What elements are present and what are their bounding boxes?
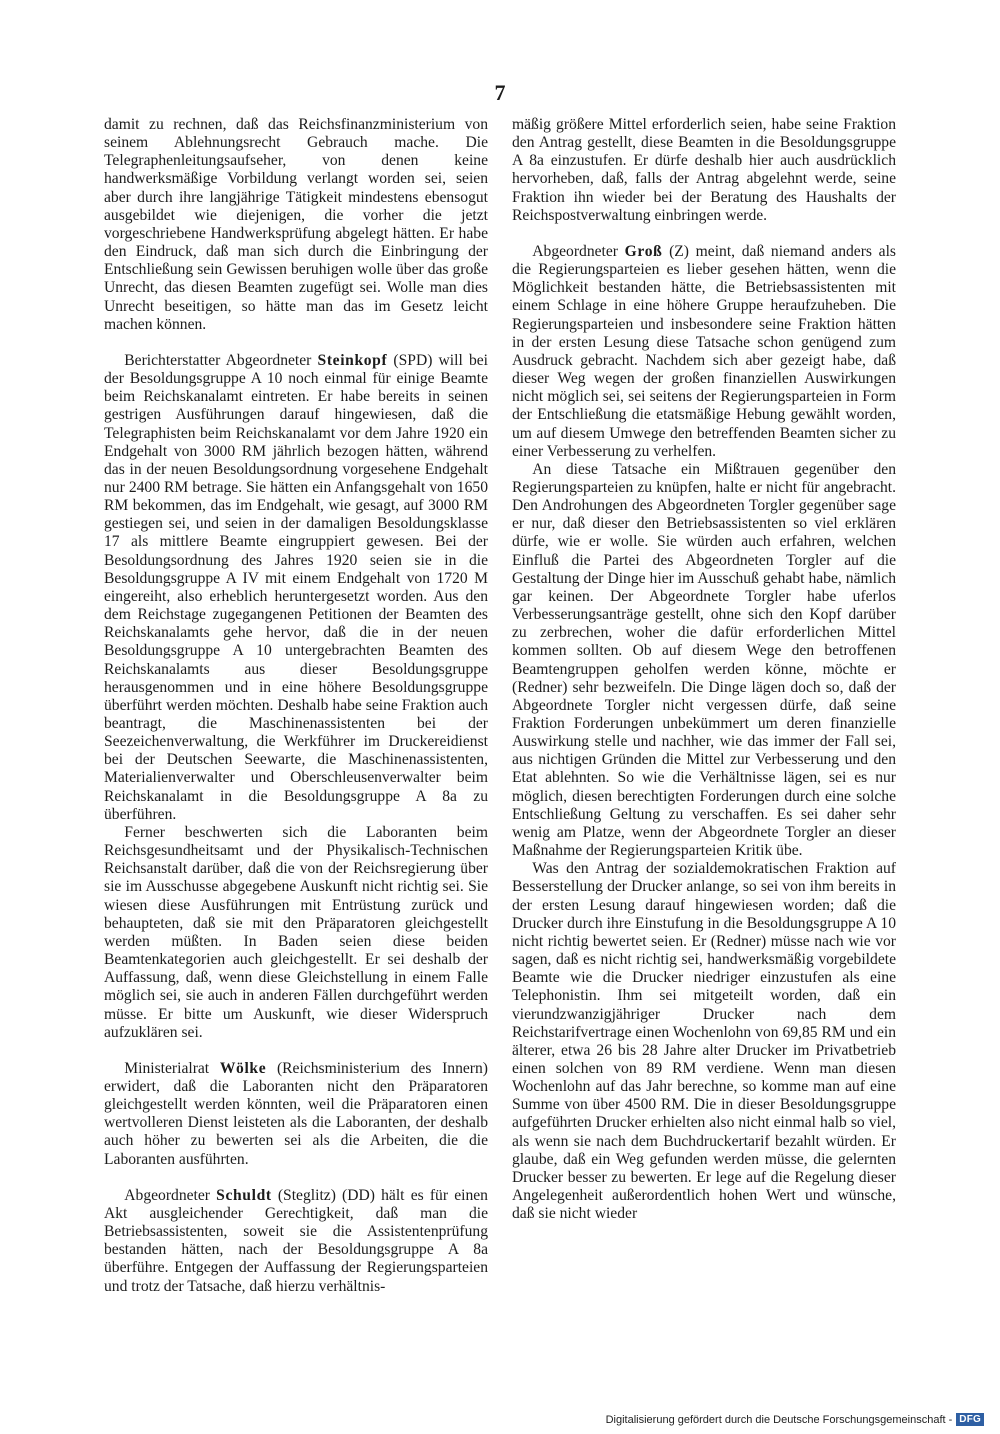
speaker-name: Schuldt xyxy=(216,1186,272,1204)
paragraph-text: (Steglitz) (DD) hält es für einen Akt ausgleichender Gerechtigkeit, daß man die Betriebsassistenten, soweit sie die Assistentenprüfung bestanden hätten, nach der Besoldungsgruppe A 8a überführe. Entgegen der Auffassung der Regierungsparteien und trotz der Tatsache, daß hierzu verhältnis- xyxy=(104,1186,488,1295)
paragraph: damit zu rechnen, daß das Reichsfinanzministerium von seinem Ablehnungsrecht Gebrauch mache. Die Telegraphenleitungsaufseher, von denen keine handwerksmäßige Vorbildung verlangt worden sei, seien aber durch ihre langjährige Tätigkeit mindestens ebensogut ausgebildet wie diejenigen, die vorher die jetzt vorgeschriebene Handwerksprüfung abgelegt hätten. Er habe den Eindruck, daß man sich durch die Einbringung der Entschließung sein Gewissen beruhigen wolle über das große Unrecht, das diesen Beamten zugefügt sei. Wolle man dies Unrecht beseitigen, so hätte man das im Gesetz leicht machen können. xyxy=(104,116,488,333)
speaker-prefix: Abgeordneter xyxy=(124,1186,210,1204)
paragraph xyxy=(104,1060,488,1169)
paragraph xyxy=(104,1187,488,1296)
paragraph: An diese Tatsache ein Mißtrauen gegenüber den Regierungsparteien zu knüpfen, halte er nicht für angebracht. Den Androhungen des Abgeordneten Torgler gegenüber sage er nur, daß dieser den Betriebsassistenten so viel erklären dürfe, wie er wolle. Sie würden auch erfahren, welchen Einfluß die Partei des Abgeordneten Torgler auf die Gestaltung der Dinge hier im Ausschuß gehabt habe, nämlich gar keinen. Der Abgeordnete Torgler habe uferlos Verbesserungsanträge gestellt, ohne sich den Kopf darüber zu zerbrechen, woher die dafür erforderlichen Mittel kommen sollten. Ob auf diesem Wege den betroffenen Beamtengruppen geholfen werden könne, möchte er (Redner) sehr bezweifeln. Die Dinge lägen doch so, daß der Abgeordnete Torgler nicht vergessen dürfe, daß seine Fraktion Forderungen unbekümmert um deren finanzielle Auswirkung stelle und nachher, wie das immer der Fall sei, aus nichtigen Gründen die Mittel zur Verbesserung und den Etat ablehnten. So wie die Verhältnisse lägen, sei es nur möglich, diesen berechtigten Forderungen durch eine solche Entschließung Geltung zu verschaffen. Es sei daher sehr wenig am Platze, wenn der Abgeordnete Torgler an dieser Maßnahme der Regierungsparteien Kritik übe. xyxy=(512,460,896,860)
speaker-name: Wölke xyxy=(219,1059,267,1077)
footer-text: Digitalisierung gefördert durch die Deutsche Forschungsgemeinschaft - xyxy=(605,1413,953,1426)
paragraph xyxy=(512,243,896,461)
speaker-name: Groß xyxy=(624,242,663,260)
paragraph: Ferner beschwerten sich die Laboranten beim Reichsgesundheitsamt und der Physikalisch-Technischen Reichsanstalt darüber, daß die von der Reichsregierung über sie im Ausschusse abgegebene Auskunft nicht richtig sei. Sie wiesen diese Ausführungen mit Entrüstung zurück und behaupteten, daß sie mit den Präparatoren gleichgestellt werden müßten. In Baden seien diese beiden Beamtenkategorien auch gleichgestellt. Er sei deshalb der Auffassung, daß, wenn diese Gleichstellung in einem Falle möglich sei, sie auch in anderen Fällen durchgeführt werden müsse. Er bitte um Auskunft, wie dieser Widerspruch aufzuklären sei. xyxy=(104,823,488,1041)
speaker-prefix: Berichterstatter Abgeordneter xyxy=(124,351,312,369)
footer xyxy=(606,1413,984,1426)
paragraph-text: (Z) meint, daß niemand anders als die Regierungsparteien es lieber gesehen hätten, wenn die Möglichkeit bestanden hätte, die Betriebsassistenten mit einem Schlage in eine höhere Gruppe heraufzuheben. Die Regierungsparteien und insbesondere seine Fraktion hätten in der ersten Lesung diese Tatsache schon genügend zum Ausdruck gebracht. Nachdem sich aber gezeigt habe, daß dieser Weg wegen der großen finanziellen Auswirkungen nicht möglich sei, sei seitens der Regierungsparteien in Form der Entschließung die etatsmäßige Hebung gewählt worden, um auf diesem Umwege den betreffenden Beamten sicher zu einer Verbesserung zu verhelfen. xyxy=(512,242,896,460)
page-number: 7 xyxy=(494,80,506,105)
right-column xyxy=(512,116,896,1223)
speaker-name: Steinkopf xyxy=(317,351,388,369)
left-column xyxy=(104,116,488,1296)
paragraph-text: (SPD) will bei der Besoldungsgruppe A 10 noch einmal für einige Beamte beim Reichskanalamt eintreten. Er habe bereits in seinen gestrigen Ausführungen darauf hingewiesen, daß die Telegraphisten beim Reichskanalamt vor dem Jahre 1920 ein Endgehalt von 3000 RM jährlich bezogen hätten, während das in der neuen Besoldungsordnung vorgesehene Endgehalt nur 2400 RM betrage. Sie hätten ein Anfangsgehalt von 1650 RM bekommen, das im Endgehalt, wie gesagt, auf 3000 RM gestiegen sei, und seien in der damaligen Besoldungsklasse 17 als mittlere Beamte eingruppiert gewesen. Bei der Besoldungsordnung des Jahres 1920 seien sie in die Besoldungsgruppe A IV mit einem Endgehalt von 1720 M eingereiht, also erheblich heruntergesetzt worden. Aus den dem Reichstage zugegangenen Petitionen der Beamten des Reichskanalamts gehe hervor, daß die in der neuen Besoldungsgruppe A 10 untergebrachten Beamten des Reichskanalamts aus dieser Besoldungsgruppe herausgenommen und in eine höhere Besoldungsgruppe überführt werden möchten. Deshalb habe seine Fraktion auch beantragt, die Maschinenassistenten bei der Seezeichenverwaltung, die Werkführer im Druckereidienst bei der Deutschen Seewarte, die Maschinenassistenten, Materialienverwalter und Oberschleusenverwalter beim Reichskanalamt in die Besoldungsgruppe A 8a zu überführen. xyxy=(104,351,488,823)
speaker-prefix: Abgeordneter xyxy=(532,242,618,260)
paragraph-text: (Reichsministerium des Innern) erwidert, daß die Laboranten nicht den Präparatoren gleichgestellt werden könnten, weil die Präparatoren einen wertvolleren Dienst leisteten als die Laboranten, der deshalb auch höher zu bewerten sei als die Arbeiten, die die Laboranten ausführten. xyxy=(104,1059,488,1168)
speaker-prefix: Ministerialrat xyxy=(124,1059,210,1077)
paragraph xyxy=(104,352,488,824)
dfg-logo: DFG xyxy=(956,1413,984,1426)
paragraph: mäßig größere Mittel erforderlich seien, habe seine Fraktion den Antrag gestellt, diese Beamten in die Besoldungsgruppe A 8a einzustufen. Er dürfe deshalb hier auch ausdrücklich hervorheben, daß, falls der Antrag abgelehnt werde, seine Fraktion ihn wieder bei der Beratung des Haushalts der Reichspostverwaltung einbringen werde. xyxy=(512,116,896,224)
paragraph: Was den Antrag der sozialdemokratischen Fraktion auf Besserstellung der Drucker anlange, so sei von ihm bereits in der ersten Lesung darauf hingewiesen worden; daß die Drucker durch ihre Einstufung in die Besoldungsgruppe A 10 nicht richtig bewertet seien. Er (Redner) müsse nach wie vor sagen, daß es nicht richtig sei, handwerksmäßig vorgebildete Beamte wie die Drucker niedriger einzustufen als eine Telephonistin. Ihm sei mitgeteilt worden, daß ein vierundzwanzigjähriger Drucker nach dem Reichstarifvertrage einen Wochenlohn von 69,85 RM und ein älterer, etwa 26 bis 28 Jahre alter Drucker im Privatbetrieb einen solchen von 89 RM verdiene. Wenn man diesen Wochenlohn auf das Jahr berechne, so komme man auf eine Summe von über 4500 RM. Die in dieser Besoldungsgruppe aufgeführten Drucker erhielten also nicht einmal halb so viel, als wenn sie nach dem Buchdruckertarif bezahlt würden. Er glaube, daß ein Weg gefunden werden müsse, die gelernten Drucker besser zu bewerten. Er lege auf die Regelung dieser Angelegenheit außerordentlich hohen Wert und wünsche, daß sie nicht wieder xyxy=(512,860,896,1223)
